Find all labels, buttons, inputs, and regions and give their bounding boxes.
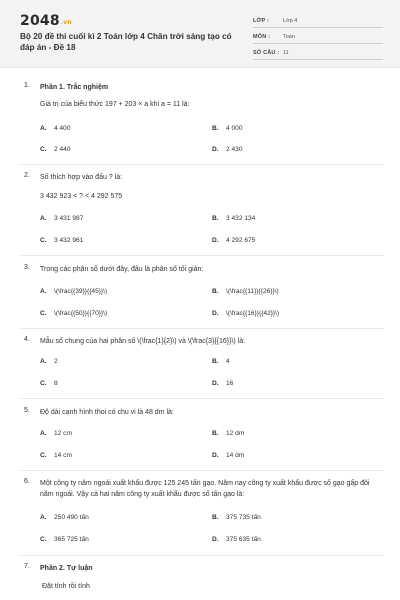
option-d[interactable] [212,452,244,459]
question-number: 1. [24,82,30,89]
question-subtext: Đặt tính rồi tính [42,583,90,590]
option-letter: A. [40,358,47,365]
site-logo[interactable] [20,13,72,29]
question-number: 4. [24,336,30,343]
meta-subject [253,30,383,44]
option-value: 4 [226,358,230,365]
option-value: 4 000 [226,125,243,132]
question-text: Trong các phân số dưới đây, đâu là phân số tối giản: [40,266,204,273]
document-title: Bộ 20 đề thi cuối kì 2 Toán lớp 4 Chân trời sáng tạo có đáp án - Đề 18 [20,32,232,52]
option-a[interactable] [40,215,83,222]
question-text: Phần 1. Trắc nghiệm [40,84,109,91]
option-value: 14 dm [226,452,245,459]
option-value: 2 [54,358,58,365]
meta-value: 11 [283,50,289,56]
question-text: Phần 2. Tự luận [40,565,93,572]
option-value: \(\frac{{50}}{{70}}\) [54,310,108,317]
option-value: 14 cm [54,452,72,459]
option-letter: D. [212,452,219,459]
option-b[interactable] [212,514,261,521]
option-value: 2 440 [54,146,71,153]
option-value: 375 635 tấn [226,536,261,543]
option-letter: D. [212,146,219,153]
option-value: 4 400 [54,125,71,132]
question-subtext: 3 432 923 < ? < 4 292 575 [40,193,123,200]
option-c[interactable] [40,310,107,317]
option-value: 250 490 tấn [54,514,89,521]
option-value: \(\frac{{11}}{{26}}\) [226,288,279,295]
option-letter: C. [40,146,47,153]
meta-question-count [253,46,383,60]
question-text: Một công ty năm ngoái xuất khẩu được 125 245 tấn gạo. Năm nay công ty xuất khẩu được số gạo gấp đôi năm ngoái. Vậy cả hai năm công ty xuất khẩu được số tấn gạo là: [40,480,370,498]
question-text: Số thích hợp vào đấu ? là: [40,174,123,181]
option-letter: A. [40,288,47,295]
option-value: 8 [54,380,58,387]
option-a[interactable] [40,288,107,295]
option-letter: C. [40,310,47,317]
logo-text: 2048 [20,13,60,29]
option-value: 3 432 961 [54,237,84,244]
divider [20,164,384,165]
option-a[interactable] [40,358,58,365]
option-letter: B. [212,514,219,521]
divider [20,328,384,329]
option-letter: A. [40,430,47,437]
question-number: 2. [24,172,30,179]
option-letter: A. [40,215,47,222]
option-letter: D. [212,310,219,317]
question-number: 5. [24,407,30,414]
option-c[interactable] [40,237,83,244]
option-b[interactable] [212,125,243,132]
question-number: 3. [24,264,30,271]
option-value: 3 432 134 [226,215,256,222]
option-letter: C. [40,380,47,387]
option-letter: C. [40,237,47,244]
option-letter: D. [212,380,219,387]
option-value: 4 292 675 [226,237,256,244]
question-subtext: Giá trị của biểu thức 197 + 203 × a khi a = 11 là: [40,101,190,108]
option-b[interactable] [212,288,279,295]
divider [20,555,384,556]
option-letter: A. [40,514,47,521]
option-a[interactable] [40,430,72,437]
document-header [0,0,400,68]
option-a[interactable] [40,514,89,521]
option-value: 12 dm [226,430,245,437]
question-text: Độ dài cạnh hình thoi có chu vi là 48 dm là: [40,409,174,416]
option-value: \(\frac{{39}}{{45}}\) [54,288,108,295]
option-b[interactable] [212,430,244,437]
option-letter: C. [40,536,47,543]
question-number: 7. [24,563,30,570]
option-d[interactable] [212,380,233,387]
option-letter: B. [212,358,219,365]
option-letter: B. [212,125,219,132]
logo-tld: .vn [60,19,72,26]
option-value: 375 735 tấn [226,514,261,521]
option-value: 16 [226,380,234,387]
option-letter: D. [212,536,219,543]
option-letter: B. [212,430,219,437]
meta-grade [253,14,383,28]
option-c[interactable] [40,536,89,543]
option-value: 2 430 [226,146,243,153]
option-letter: C. [40,452,47,459]
option-letter: B. [212,288,219,295]
option-d[interactable] [212,146,243,153]
option-c[interactable] [40,146,71,153]
option-letter: B. [212,215,219,222]
option-d[interactable] [212,237,255,244]
question-text: Mẫu số chung của hai phân số \(\frac{1}{2}\) và \(\frac{3}{{16}}\) là: [40,338,246,345]
meta-key: LỚP : [253,18,269,24]
option-letter: D. [212,237,219,244]
meta-value: Toán [283,34,295,40]
option-value: 365 725 tấn [54,536,89,543]
option-letter: A. [40,125,47,132]
option-a[interactable] [40,125,71,132]
meta-value: Lớp 4 [283,18,298,24]
question-number: 6. [24,478,30,485]
meta-key: MÔN : [253,34,271,40]
divider [20,398,384,399]
option-c[interactable] [40,380,58,387]
option-d[interactable] [212,536,261,543]
meta-key: SỐ CÂU : [253,50,280,56]
option-value: \(\frac{{16}}{{42}}\) [226,310,280,317]
divider [20,470,384,471]
option-value: 12 cm [54,430,72,437]
option-b[interactable] [212,358,230,365]
option-d[interactable] [212,310,279,317]
option-value: 3 431 987 [54,215,84,222]
divider [20,255,384,256]
option-c[interactable] [40,452,72,459]
option-b[interactable] [212,215,255,222]
